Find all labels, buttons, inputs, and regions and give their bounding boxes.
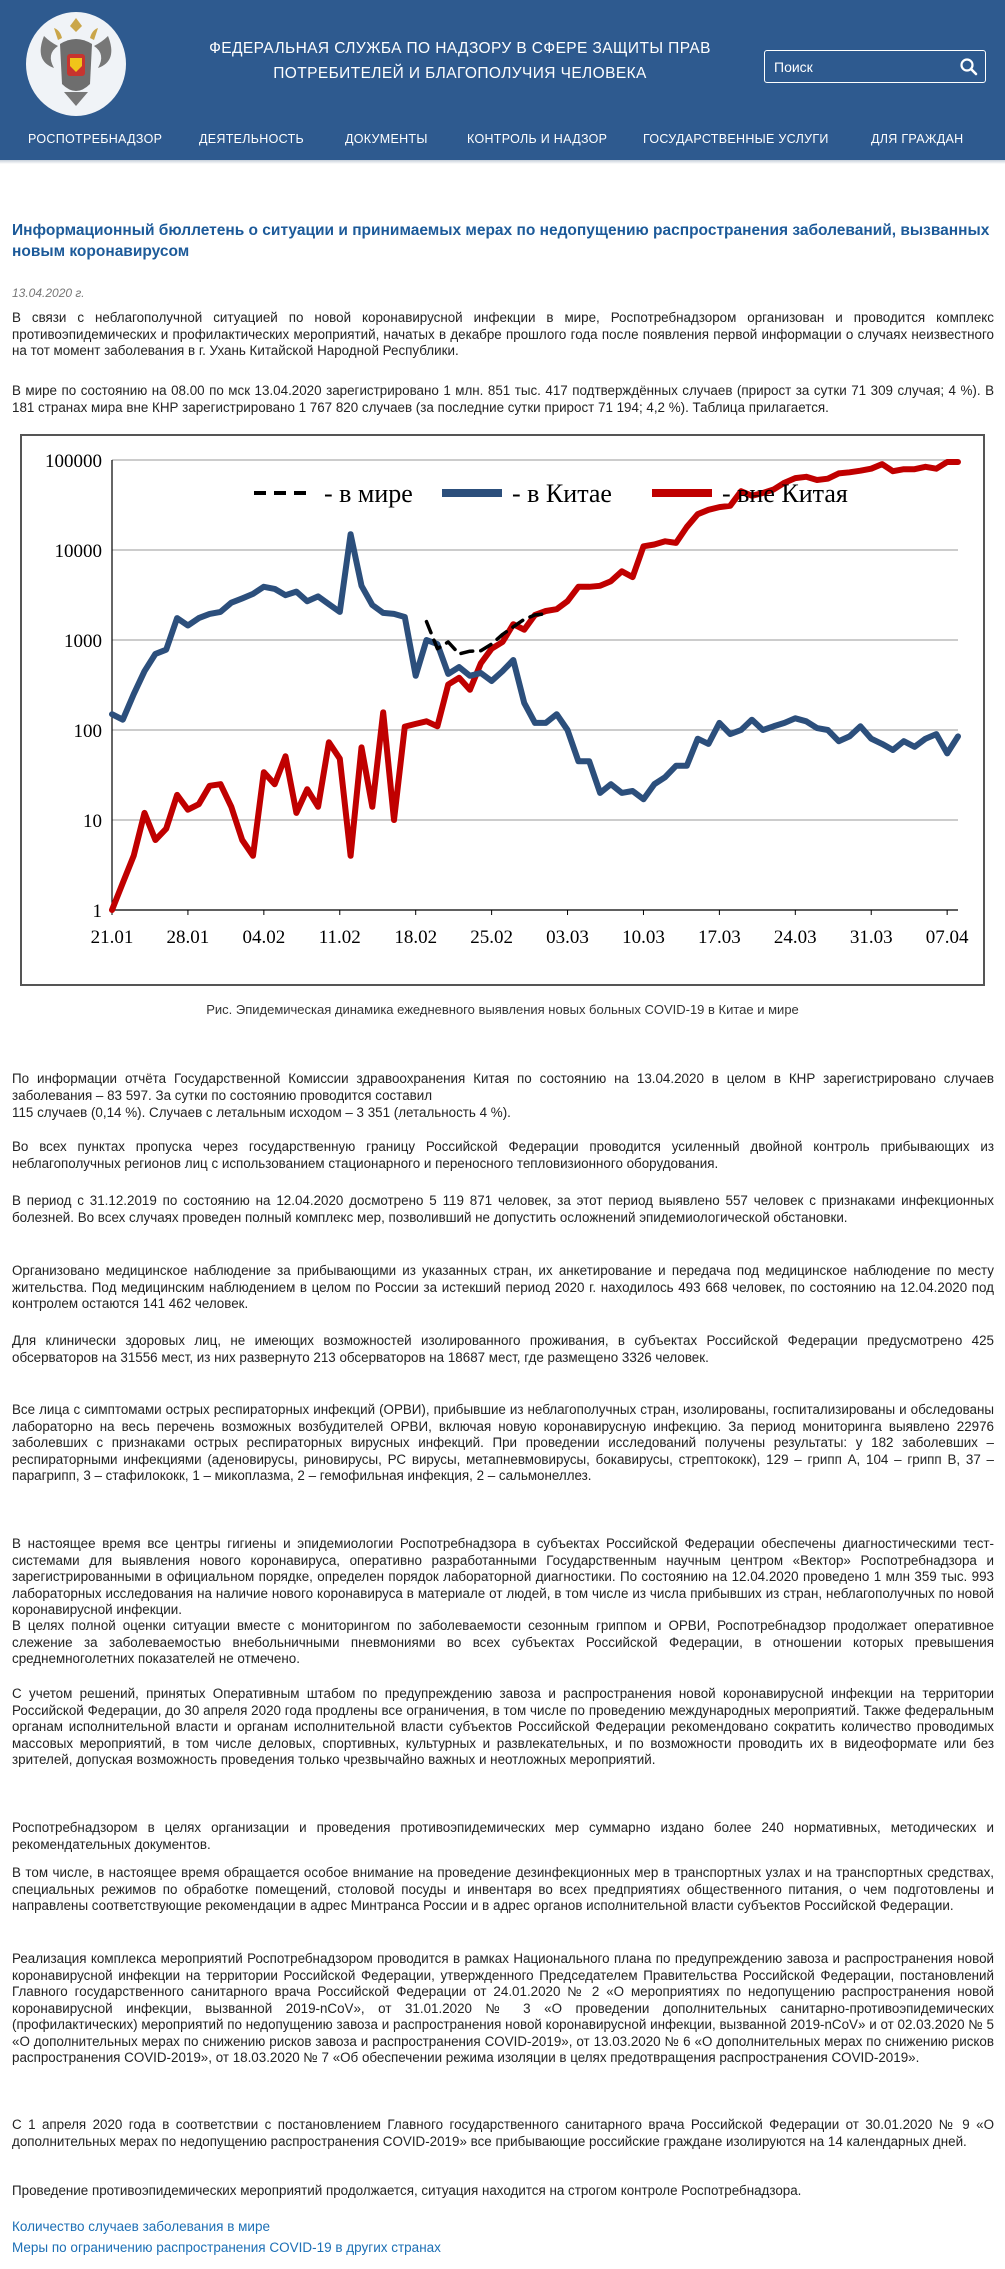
x-tick-label: 24.03 <box>773 927 817 948</box>
y-tick-label: 10000 <box>54 541 102 562</box>
body-paragraph-8: В целях полной оценки ситуации вместе с мониторингом по заболеваемости сезонным гриппом и ОРВИ, Роспотребнадзор продолжает оперативное слежение за заболеваемостью внебольничными пневмониями во всех субъектах Российской Федерации, в отношении которых превышения среднемноголетних показателей не отмечено. <box>12 1618 994 1666</box>
header-divider <box>0 160 1005 164</box>
x-tick-label: 10.03 <box>622 927 665 948</box>
body-paragraph-4: Организовано медицинское наблюдение за прибывающими из указанных стран, их анкетирование и передача под медицинское наблюдение по месту жительства. Под медицинским наблюдением в целом по России за истекший период 2020 г. находилось 493 668 человек, по состоянию на 12.04.2020 под контролем остаются 141 462 человек. <box>12 1263 994 1311</box>
series-line-1 <box>112 534 958 799</box>
body-paragraph-9: С учетом решений, принятых Оперативным штабом по предупреждению завоза и распространения новой коронавирусной инфекции на территории Российской Федерации, до 30 апреля 2020 года продлены все ограничения, в том числе по проведению международных мероприятий. Также федеральным органам исполнительной власти и органам исполнительной власти субъектов Российской Федерации рекомендовано сократить количество проводимых массовых мероприятий, в том числе деловых, спортивных, культурных и развлекательных, и по возможности проводить их в видеоформате или без зрителей, допуская возможность проведения только чрезвычайно важных и неотложных мероприятий. <box>12 1686 994 1767</box>
page-title: Информационный бюллетень о ситуации и принимаемых мерах по недопущению распространения заболеваний, вызванных новым коронавирусом <box>12 222 990 260</box>
site-title-line1: ФЕДЕРАЛЬНАЯ СЛУЖБА ПО НАДЗОРУ В СФЕРЕ ЗАЩИТЫ ПРАВ <box>209 40 711 57</box>
y-tick-label: 100000 <box>45 451 102 472</box>
body-paragraph-7: В настоящее время все центры гигиены и эпидемиологии Роспотребнадзора в субъектах Российской Федерации обеспечены диагностическими тест-системами для выявления нового коронавируса, оперативно разработанными Государственным научным центром «Вектор» Роспотребнадзора и зарегистрированными в официальном порядке, определен порядок лабораторной диагностики. По состоянию на 12.04.2020 проведено 1 млн 359 тыс. 993 лабораторных исследования на наличие нового коронавируса в материале от людей, в том числе из числа прибывших из стран, неблагополучных по новой коронавирусной инфекции. <box>12 1536 994 1617</box>
article-header <box>12 220 994 262</box>
x-tick-label: 18.02 <box>394 927 438 948</box>
site-title <box>200 36 720 86</box>
chart-caption: Рис. Эпидемическая динамика ежедневного выявления новых больных COVID-19 в Китае и мире <box>206 1002 799 1017</box>
legend-label-2: - вне Китая <box>722 479 848 508</box>
search-input[interactable] <box>774 57 944 77</box>
main-nav <box>0 132 1005 154</box>
x-tick-label: 25.02 <box>470 927 513 948</box>
body-paragraph-6: Все лица с симптомами острых респираторных инфекций (ОРВИ), прибывшие из неблагополучных стран, изолированы, госпитализированы и обследованы лабораторно на весь перечень возможных возбудителей ОРВИ, включая новую коронавирусную инфекцию. За период мониторинга выявлено 22976 заболевших с признаками острых респираторных вирусных инфекций. При проведении исследований получены результаты: у 182 заболевших – респираторными инфекциями (аденовирусы, риновирусы, РС вирусы, метапневмовирусы, бокавирусы, стрептококк), 129 – грипп А, 104 – грипп В, 37 – парагрипп, 3 – стафилококк, 1 – микоплазма, 2 – гемофильная инфекция, 2 – сальмонеллез. <box>12 1402 994 1483</box>
legend-label-1: - в Китае <box>512 479 612 508</box>
x-tick-label: 03.03 <box>546 927 589 948</box>
y-tick-label: 100 <box>73 721 102 742</box>
body-paragraph-2: Во всех пунктах пропуска через государственную границу Российской Федерации проводится усиленный двойной контроль прибывающих из неблагополучных регионов лиц с использованием стационарного и переносного тепловизионного оборудования. <box>12 1139 994 1171</box>
y-tick-label: 1000 <box>64 631 102 652</box>
site-header <box>0 0 1005 160</box>
body-paragraph-14: Проведение противоэпидемических мероприятий продолжается, ситуация находится на строгом контроле Роспотребнадзора. <box>12 2183 802 2198</box>
nav-item-gov-services[interactable]: ГОСУДАРСТВЕННЫЕ УСЛУГИ <box>643 132 829 146</box>
x-tick-label: 28.01 <box>166 927 210 948</box>
double-headed-eagle-emblem-icon[interactable] <box>24 6 128 118</box>
y-tick-label: 1 <box>92 901 102 922</box>
x-tick-label: 17.03 <box>698 927 741 948</box>
x-tick-label: 11.02 <box>318 927 361 948</box>
link-world-cases[interactable]: Количество случаев заболевания в мире <box>12 2219 270 2234</box>
chart-svg <box>22 436 983 984</box>
search-box <box>764 50 986 83</box>
nav-item-activity[interactable]: ДЕЯТЕЛЬНОСТЬ <box>199 132 305 146</box>
legend-label-0: - в мире <box>324 479 413 508</box>
body-paragraph-5: Для клинически здоровых лиц, не имеющих возможностей изолированного проживания, в субъектах Российской Федерации предусмотрено 425 обсерваторов на 31556 мест, из них развернуто 213 обсерваторов на 18687 мест, где размещено 3326 человек. <box>12 1333 994 1365</box>
x-tick-label: 21.01 <box>90 927 134 948</box>
nav-item-rospotrebnadzor[interactable]: РОСПОТРЕБНАДЗОР <box>28 132 163 146</box>
intro-paragraph-1: В связи с неблагополучной ситуацией по новой коронавирусной инфекции в мире, Роспотребнадзором организован и проводится комплекс противоэпидемических и профилактических мероприятий, начатых в декабре прошлого года после появления первой информации о случаях неизвестного на тот момент заболевания в г. Ухань Китайской Народной Республики. <box>12 310 994 358</box>
nav-item-documents[interactable]: ДОКУМЕНТЫ <box>345 132 428 146</box>
link-other-countries-measures[interactable]: Меры по ограничению распространения COVID-19 в других странах <box>12 2240 441 2255</box>
body-paragraph-1: По информации отчёта Государственной Комиссии здравоохранения Китая по состоянию на 13.04.2020 в целом в КНР зарегистрировано случаев заболевания – 83 597. За сутки по состоянию проводится составил <box>12 1071 994 1103</box>
body-paragraph-11: В том числе, в настоящее время обращается особое внимание на проведение дезинфекционных мер в транспортных узлах и на транспортных средствах, специальных режимов по обработке помещений, столовой посуды и инвентаря во всех предприятиях общественного питания, о чем подготовлены и направлены соответствующие рекомендации в адрес Минтранса России и в адрес органов исполнительной власти субъектов Российской Федерации. <box>12 1865 994 1913</box>
x-tick-label: 31.03 <box>849 927 893 948</box>
intro-paragraph-2: В мире по состоянию на 08.00 по мск 13.04.2020 зарегистрировано 1 млн. 851 тыс. 417 подтверждённых случаев (прирост за сутки 71 309 случая; 4 %). В 181 странах мира вне КНР зарегистрировано 1 767 820 случаев (за последние сутки прирост 71 194; 4,2 %). Таблица прилагается. <box>12 383 994 415</box>
nav-item-for-citizens[interactable]: ДЛЯ ГРАЖДАН <box>871 132 964 146</box>
body-paragraph-13: С 1 апреля 2020 года в соответствии с постановлением Главного государственного санитарного врача Российской Федерации от 30.01.2020 № 9 «О дополнительных мерах по недопущению распространения COVID-2019» все прибывающие российские граждане изолируются на 14 календарных дней. <box>12 2117 994 2149</box>
body-paragraph-10: Роспотребнадзором в целях организации и проведения противоэпидемических мер суммарно издано более 240 нормативных, методических и рекомендательных документов. <box>12 1820 994 1852</box>
x-tick-label: 04.02 <box>242 927 286 948</box>
search-icon[interactable] <box>959 57 979 77</box>
y-tick-label: 10 <box>83 811 102 832</box>
body-paragraph-1-cont: 115 случаев (0,14 %). Случаев с летальным исходом – 3 351 (летальность 4 %). <box>12 1105 511 1120</box>
site-title-line2: ПОТРЕБИТЕЛЕЙ И БЛАГОПОЛУЧИЯ ЧЕЛОВЕКА <box>273 65 647 82</box>
body-paragraph-12: Реализация комплекса мероприятий Роспотребнадзором проводится в рамках Национального плана по предупреждению завоза и распространения новой коронавирусной инфекции на территории Российской Федерации, утвержденного Председателем Правительства Российской Федерации, постановлений Главного государственного санитарного врача Российской Федерации от 24.01.2020 № 2 «О мероприятиях по недопущению распространения новой коронавирусной инфекции, вызванной 2019-nCoV», от 31.01.2020 № 3 «О проведении дополнительных санитарно-противоэпидемических (профилактических) мероприятий по недопущению завоза и распространения новой коронавирусной инфекции, вызванной 2019-nCoV» и от 02.03.2020 № 5 «О дополнительных мерах по снижению рисков завоза и распространения COVID-2019», от 13.03.2020 № 6 «О дополнительных мерах по снижению рисков распространения COVID-2019», от 18.03.2020 № 7 «Об обеспечении режима изоляции в целях предотвращения распространения COVID-2019». <box>12 1951 994 2065</box>
nav-item-control[interactable]: КОНТРОЛЬ И НАДЗОР <box>467 132 608 146</box>
publication-date: 13.04.2020 г. <box>12 286 85 300</box>
body-paragraph-3: В период с 31.12.2019 по состоянию на 12.04.2020 досмотрено 5 119 871 человек, за этот период выявлено 557 человек с признаками инфекционных болезней. Во всех случаях проведен полный комплекс мер, позволивший не допустить осложнений эпидемиологической обстановки. <box>12 1193 994 1225</box>
epidemic-chart <box>20 434 985 986</box>
x-tick-label: 07.04 <box>925 927 969 948</box>
series-line-2 <box>112 462 958 910</box>
